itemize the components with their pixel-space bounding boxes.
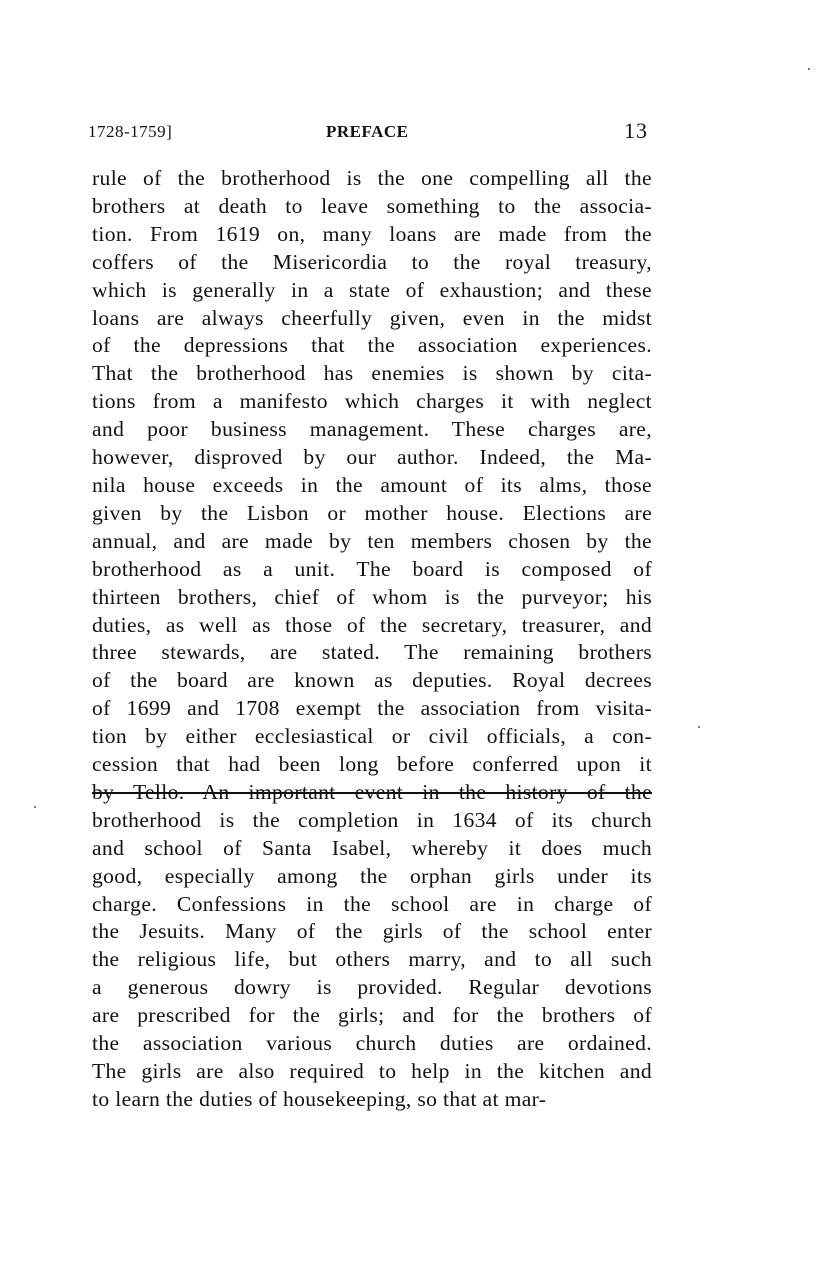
text-line: nila house exceeds in the amount of its alms, those xyxy=(92,472,652,497)
text-line: charge. Confessions in the school are in charge of xyxy=(92,891,652,916)
text-line: a generous dowry is provided. Regular devotions xyxy=(92,975,652,1000)
text-line: of 1699 and 1708 exempt the association from visita- xyxy=(92,696,652,721)
text-line: brotherhood is the completion in 1634 of its church xyxy=(92,807,652,832)
text-line: tions from a manifesto which charges it with neglect xyxy=(92,389,652,414)
text-line: duties, as well as those of the secretary, treasurer, and xyxy=(92,612,652,637)
text-line: The girls are also required to help in the kitchen and xyxy=(92,1059,652,1083)
text-line: coffers of the Misericordia to the royal treasury, xyxy=(92,249,652,274)
text-line: brothers at death to leave something to the associa- xyxy=(92,193,652,218)
header-title: PREFACE xyxy=(326,122,409,141)
text-line: cession that had been long before conferred upon it xyxy=(92,752,652,777)
struck-through-line: by Tello. An important event in the history of the xyxy=(92,779,652,804)
text-line: which is generally in a state of exhaustion; and these xyxy=(92,277,652,302)
text-line: are prescribed for the girls; and for the brothers of xyxy=(92,1003,652,1028)
running-head xyxy=(88,118,648,144)
text-line: and school of Santa Isabel, whereby it does much xyxy=(92,835,652,860)
header-date-range: 1728-1759] xyxy=(88,122,173,141)
scan-speck xyxy=(34,806,36,808)
text-line: the association various church duties are ordained. xyxy=(92,1031,652,1056)
text-line: thirteen brothers, chief of whom is the purveyor; his xyxy=(92,584,652,609)
text-line: That the brotherhood has enemies is shown by cita- xyxy=(92,361,652,386)
scan-speck xyxy=(808,68,810,70)
scan-speck xyxy=(698,726,700,728)
text-line: tion by either ecclesiastical or civil officials, a con- xyxy=(92,724,652,749)
text-line-last: to learn the duties of housekeeping, so that at mar- xyxy=(92,1086,547,1111)
text-line: rule of the brotherhood is the one compelling all the xyxy=(92,166,652,190)
text-line: of the depressions that the association experiences. xyxy=(92,333,652,358)
text-line: tion. From 1619 on, many loans are made from the xyxy=(92,221,652,246)
text-line: loans are always cheerfully given, even in the midst xyxy=(92,305,652,330)
text-line: given by the Lisbon or mother house. Elections are xyxy=(92,500,652,525)
body-text xyxy=(92,165,652,1114)
text-line: the Jesuits. Many of the girls of the school enter xyxy=(92,919,652,944)
text-line: brotherhood as a unit. The board is composed of xyxy=(92,556,652,581)
text-line: and poor business management. These charges are, xyxy=(92,417,652,442)
text-line: however, disproved by our author. Indeed, the Ma- xyxy=(92,445,652,470)
text-line: three stewards, are stated. The remaining brothers xyxy=(92,640,652,665)
text-line: good, especially among the orphan girls under its xyxy=(92,863,652,888)
text-line: of the board are known as deputies. Royal decrees xyxy=(92,668,652,693)
text-line: the religious life, but others marry, and to all such xyxy=(92,947,652,972)
text-line: annual, and are made by ten members chosen by the xyxy=(92,528,652,553)
page-number: 13 xyxy=(624,118,648,143)
